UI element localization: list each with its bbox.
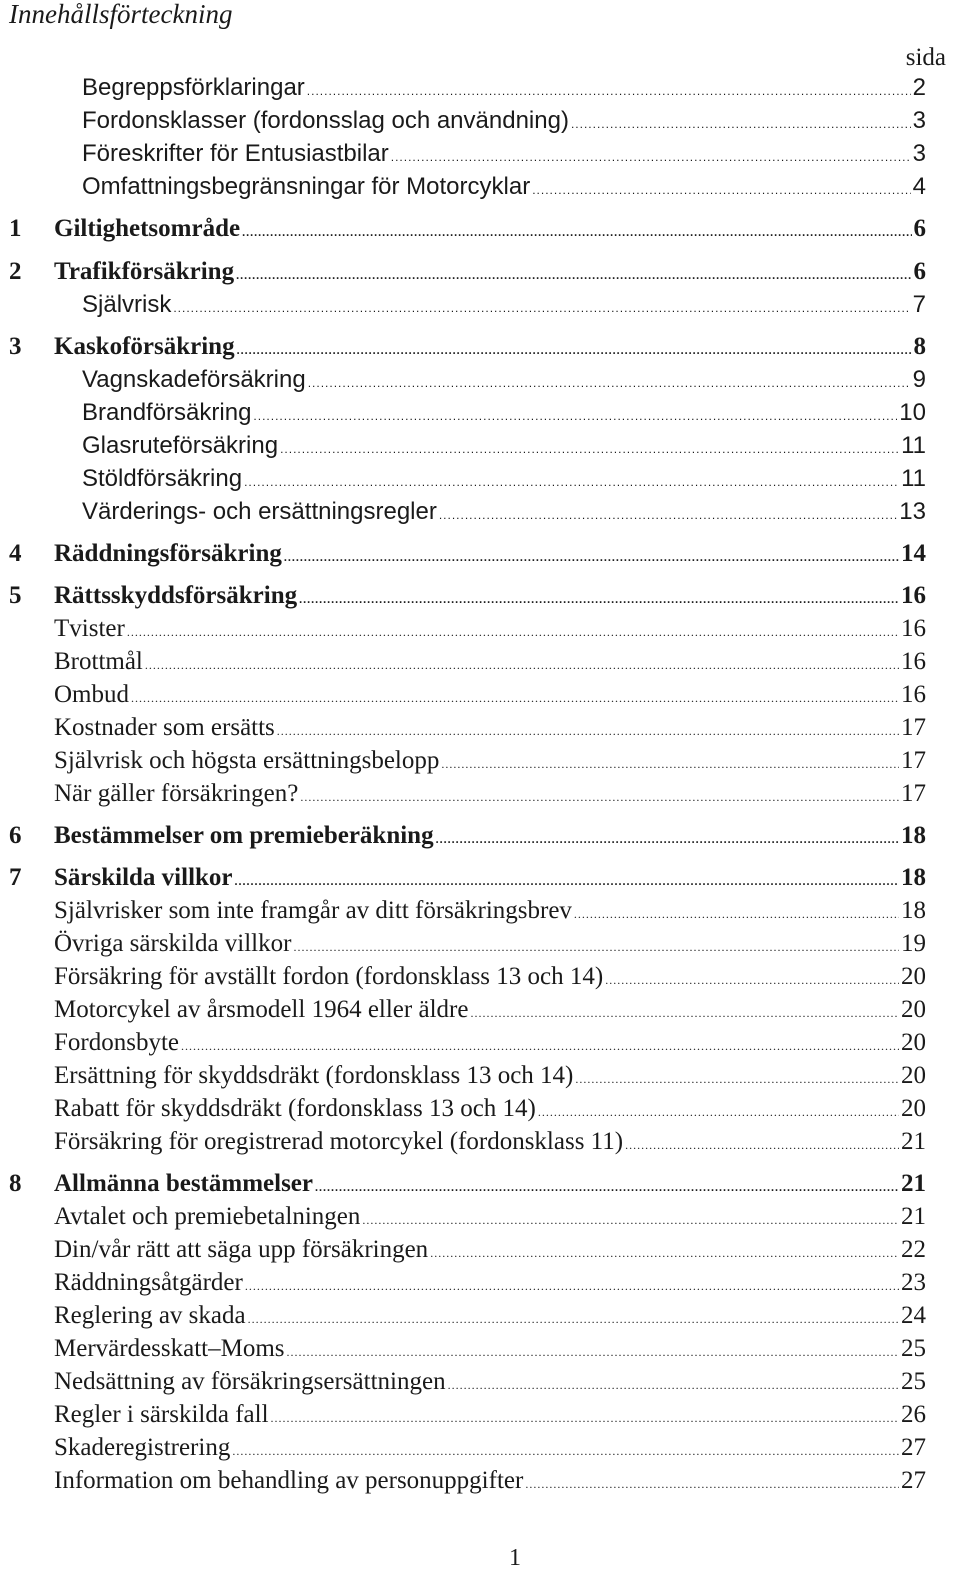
toc-entry-page: 16 (901, 681, 926, 708)
toc-dot-leader (299, 592, 899, 607)
toc-entry-line (54, 1062, 926, 1090)
toc-entry[interactable] (0, 1302, 940, 1332)
toc-entry[interactable] (0, 291, 940, 321)
toc-entry-label: Försäkring för avställt fordon (fordonsklass 13 och 14) (54, 963, 604, 990)
toc-dot-leader (307, 84, 911, 98)
toc-entry-label: Din/vår rätt att säga upp försäkringen (54, 1236, 429, 1263)
toc-entry-label: Mervärdesskatt–Moms (54, 1335, 285, 1362)
toc-entry-page: 3 (912, 140, 926, 167)
toc-entry-page: 21 (901, 1203, 926, 1230)
toc-dot-leader (145, 658, 899, 673)
toc-entry[interactable] (0, 399, 940, 429)
toc-entry-label: Fordonsklasser (fordonsslag och användning) (82, 107, 569, 134)
toc-section-number: 8 (9, 1170, 22, 1197)
toc-dot-leader (436, 832, 899, 847)
toc-entry-page: 10 (899, 399, 926, 426)
toc-entry-page: 8 (913, 333, 926, 360)
toc-dot-leader (391, 150, 911, 164)
toc-entry-page: 18 (901, 897, 926, 924)
toc-entry-label: Information om behandling av personuppgifter (54, 1467, 524, 1494)
toc-entry[interactable] (0, 173, 940, 203)
toc-entry[interactable] (0, 1203, 940, 1233)
toc-entry-line (54, 1128, 926, 1156)
toc-entry-line (82, 107, 926, 135)
toc-entry-label: När gäller försäkringen? (54, 780, 299, 807)
toc-entry-label: Nedsättning av försäkringsersättningen (54, 1368, 446, 1395)
toc-entry-page: 13 (899, 498, 926, 525)
toc-dot-leader (532, 183, 910, 197)
toc-entry-label: Reglering av skada (54, 1302, 246, 1329)
toc-dot-leader (525, 1477, 899, 1492)
toc-entry-page: 17 (901, 714, 926, 741)
toc-entry-line (54, 1401, 926, 1429)
page-column-label: sida (905, 44, 946, 71)
toc-entry-label: Brandförsäkring (82, 399, 252, 426)
toc-entry[interactable] (0, 1467, 940, 1497)
toc-entry[interactable] (0, 107, 940, 137)
toc-entry-label: Räddningsförsäkring (54, 540, 282, 567)
toc-entry-page: 22 (901, 1236, 926, 1263)
toc-dot-leader (245, 1279, 899, 1294)
toc-entry-label: Avtalet och premiebetalningen (54, 1203, 361, 1230)
toc-entry-line (54, 897, 926, 925)
toc-entry[interactable] (0, 930, 940, 960)
toc-dot-leader (277, 724, 899, 739)
toc-entry-page: 24 (901, 1302, 926, 1329)
toc-section-number: 4 (9, 540, 22, 567)
toc-entry-page: 19 (901, 930, 926, 957)
toc-entry[interactable] (0, 1401, 940, 1431)
toc-entry[interactable] (0, 1269, 940, 1299)
toc-entry-line (54, 996, 926, 1024)
toc-entry-line (54, 1368, 926, 1396)
toc-dot-leader (235, 874, 899, 889)
toc-entry[interactable] (0, 648, 940, 678)
toc-entry[interactable] (0, 1368, 940, 1398)
toc-entry[interactable] (0, 996, 940, 1026)
toc-dot-leader (244, 475, 899, 489)
toc-dot-leader (575, 1072, 899, 1087)
toc-entry-label: Självrisk och högsta ersättningsbelopp (54, 747, 440, 774)
toc-entry-label: Övriga särskilda villkor (54, 930, 292, 957)
toc-entry[interactable] (0, 897, 940, 927)
toc-entry-label: Regler i särskilda fall (54, 1401, 269, 1428)
toc-dot-leader (625, 1138, 899, 1153)
toc-entry-line (54, 864, 926, 892)
toc-entry-page: 23 (901, 1269, 926, 1296)
toc-dot-leader (287, 1345, 899, 1360)
toc-entry-page: 27 (901, 1467, 926, 1494)
toc-entry-page: 21 (901, 1128, 926, 1155)
toc-entry-page: 18 (901, 864, 926, 891)
toc-entry-page: 25 (901, 1335, 926, 1362)
toc-entry-label: Brottmål (54, 648, 143, 675)
toc-entry-label: Trafikförsäkring (54, 258, 235, 285)
toc-entry-page: 9 (912, 366, 926, 393)
toc-entry[interactable] (0, 1029, 940, 1059)
toc-entry-line (54, 1203, 926, 1231)
toc-entry-line (54, 1236, 926, 1264)
toc-section-number: 3 (9, 333, 22, 360)
toc-entry[interactable] (0, 498, 940, 528)
toc-dot-leader (181, 1039, 899, 1054)
toc-entry[interactable] (0, 1128, 940, 1158)
toc-entry-line (54, 780, 926, 808)
toc-entry[interactable] (0, 1434, 940, 1464)
toc-entry-label: Skaderegistrering (54, 1434, 231, 1461)
toc-entry-page: 17 (901, 747, 926, 774)
toc-section-number: 6 (9, 822, 22, 849)
toc-entry-page: 27 (901, 1434, 926, 1461)
toc-entry[interactable] (0, 1170, 940, 1200)
toc-entry[interactable] (0, 780, 940, 810)
toc-entry-page: 3 (912, 107, 926, 134)
toc-entry-page: 20 (901, 996, 926, 1023)
toc-dot-leader (315, 1180, 899, 1195)
toc-entry-line (54, 540, 926, 568)
toc-entry[interactable] (0, 963, 940, 993)
toc-entry[interactable] (0, 540, 940, 570)
toc-dot-leader (308, 376, 911, 390)
toc-entry-line (82, 399, 926, 427)
toc-entry-line (54, 333, 926, 361)
toc-dot-leader (538, 1105, 899, 1120)
toc-entry-page: 4 (912, 173, 926, 200)
toc-dot-leader (300, 790, 899, 805)
toc-entry-line (82, 173, 926, 201)
toc-entry-line (54, 930, 926, 958)
toc-entry-page: 20 (901, 1062, 926, 1089)
toc-entry-label: Kostnader som ersätts (54, 714, 275, 741)
toc-entry-page: 21 (901, 1170, 926, 1197)
toc-section-number: 2 (9, 258, 22, 285)
toc-entry-label: Rabatt för skyddsdräkt (fordonsklass 13 och 14) (54, 1095, 536, 1122)
toc-dot-leader (571, 117, 911, 131)
toc-entry-line (54, 258, 926, 286)
toc-dot-leader (293, 940, 899, 955)
toc-entry-line (54, 582, 926, 610)
toc-entry[interactable] (0, 822, 940, 852)
toc-entry-line (54, 1335, 926, 1363)
toc-entry-line (54, 681, 926, 709)
toc-entry-page: 7 (912, 291, 926, 318)
toc-dot-leader (280, 442, 899, 456)
toc-entry[interactable] (0, 465, 940, 495)
toc-entry[interactable] (0, 864, 940, 894)
toc-entry-line (82, 140, 926, 168)
toc-entry[interactable] (0, 747, 940, 777)
toc-entry-label: Glasruteförsäkring (82, 432, 279, 459)
toc-entry-page: 17 (901, 780, 926, 807)
toc-entry-page: 18 (901, 822, 926, 849)
toc-dot-leader (173, 301, 910, 315)
toc-entry-page: 11 (901, 465, 926, 492)
toc-entry-page: 6 (913, 258, 926, 285)
toc-dot-leader (248, 1312, 899, 1327)
toc-entry[interactable] (0, 258, 940, 288)
toc-entry-page: 2 (912, 74, 926, 101)
toc-entry[interactable] (0, 366, 940, 396)
toc-entry-line (54, 1029, 926, 1057)
toc-entry[interactable] (0, 333, 940, 363)
toc-dot-leader (605, 973, 899, 988)
toc-entry-label: Räddningsåtgärder (54, 1269, 243, 1296)
toc-entry-label: Stöldförsäkring (82, 465, 243, 492)
toc-entry-label: Begreppsförklaringar (82, 74, 305, 101)
toc-entry-page: 20 (901, 1095, 926, 1122)
toc-entry-label: Fordonsbyte (54, 1029, 179, 1056)
toc-entry-line (54, 615, 926, 643)
toc-entry-page: 11 (901, 432, 926, 459)
toc-dot-leader (470, 1006, 899, 1021)
toc-entry-line (54, 963, 926, 991)
toc-dot-leader (271, 1411, 899, 1426)
toc-entry-line (82, 74, 926, 102)
toc-entry-line (54, 1095, 926, 1123)
toc-entry-page: 16 (901, 648, 926, 675)
toc-dot-leader (242, 225, 911, 240)
toc-entry[interactable] (0, 582, 940, 612)
toc-entry[interactable] (0, 432, 940, 462)
toc-entry-line (54, 747, 926, 775)
toc-dot-leader (237, 343, 912, 358)
toc-entry-label: Självrisker som inte framgår av ditt försäkringsbrev (54, 897, 572, 924)
toc-entry-line (54, 822, 926, 850)
toc-entry-page: 16 (901, 615, 926, 642)
toc-entry[interactable] (0, 681, 940, 711)
toc-entry-line (54, 1467, 926, 1495)
toc-dot-leader (253, 409, 897, 423)
toc-entry-line (82, 465, 926, 493)
toc-dot-leader (232, 1444, 899, 1459)
toc-entry[interactable] (0, 1095, 940, 1125)
toc-entry-page: 20 (901, 1029, 926, 1056)
toc-entry-line (54, 1302, 926, 1330)
toc-dot-leader (127, 625, 899, 640)
toc-section-number: 5 (9, 582, 22, 609)
toc-entry-page: 25 (901, 1368, 926, 1395)
toc-entry-line (54, 714, 926, 742)
toc-entry-label: Tvister (54, 615, 125, 642)
toc-entry-label: Giltighetsområde (54, 215, 241, 242)
toc-dot-leader (236, 268, 911, 283)
toc-entry-line (82, 291, 926, 319)
toc-entry[interactable] (0, 1236, 940, 1266)
toc-entry-label: Vagnskadeförsäkring (82, 366, 306, 393)
toc-entry[interactable] (0, 1062, 940, 1092)
toc-entry[interactable] (0, 1335, 940, 1365)
toc-entry-page: 6 (913, 215, 926, 242)
toc-entry-line (54, 1170, 926, 1198)
toc-entry[interactable] (0, 615, 940, 645)
toc-dot-leader (362, 1213, 899, 1228)
toc-entry-page: 26 (901, 1401, 926, 1428)
page-title: Innehållsförteckning (9, 0, 233, 29)
toc-entry-line (82, 498, 926, 526)
toc-entry-page: 14 (901, 540, 926, 567)
toc-entry[interactable] (0, 74, 940, 104)
toc-dot-leader (131, 691, 899, 706)
toc-entry[interactable] (0, 714, 940, 744)
footer-page-number: 1 (509, 1545, 521, 1571)
toc-section-number: 1 (9, 215, 22, 242)
toc-entry-line (82, 432, 926, 460)
toc-dot-leader (448, 1378, 899, 1393)
toc-entry-label: Värderings- och ersättningsregler (82, 498, 437, 525)
toc-entry-line (54, 1269, 926, 1297)
toc-entry-label: Föreskrifter för Entusiastbilar (82, 140, 389, 167)
toc-entry-label: Bestämmelser om premieberäkning (54, 822, 434, 849)
toc-dot-leader (441, 757, 899, 772)
toc-entry-label: Särskilda villkor (54, 864, 233, 891)
toc-entry-label: Allmänna bestämmelser (54, 1170, 313, 1197)
toc-entry[interactable] (0, 140, 940, 170)
toc-entry-label: Försäkring för oregistrerad motorcykel (fordonsklass 11) (54, 1128, 624, 1155)
toc-entry-label: Omfattningsbegränsningar för Motorcyklar (82, 173, 531, 200)
toc-entry-label: Ersättning för skyddsdräkt (fordonsklass 13 och 14) (54, 1062, 574, 1089)
toc-dot-leader (430, 1246, 899, 1261)
toc-entry-label: Motorcykel av årsmodell 1964 eller äldre (54, 996, 469, 1023)
toc-dot-leader (439, 508, 897, 522)
toc-entry-label: Ombud (54, 681, 129, 708)
toc-entry-label: Kaskoförsäkring (54, 333, 235, 360)
toc-entry-label: Självrisk (82, 291, 172, 318)
toc-entry-page: 16 (901, 582, 926, 609)
toc-entry-line (54, 648, 926, 676)
toc-entry-line (54, 215, 926, 243)
toc-section-number: 7 (9, 864, 22, 891)
toc-dot-leader (284, 550, 899, 565)
toc-entry[interactable] (0, 215, 940, 245)
toc-entry-line (54, 1434, 926, 1462)
toc-entry-page: 20 (901, 963, 926, 990)
toc-entry-line (82, 366, 926, 394)
toc-entry-label: Rättsskyddsförsäkring (54, 582, 298, 609)
toc-dot-leader (574, 907, 899, 922)
